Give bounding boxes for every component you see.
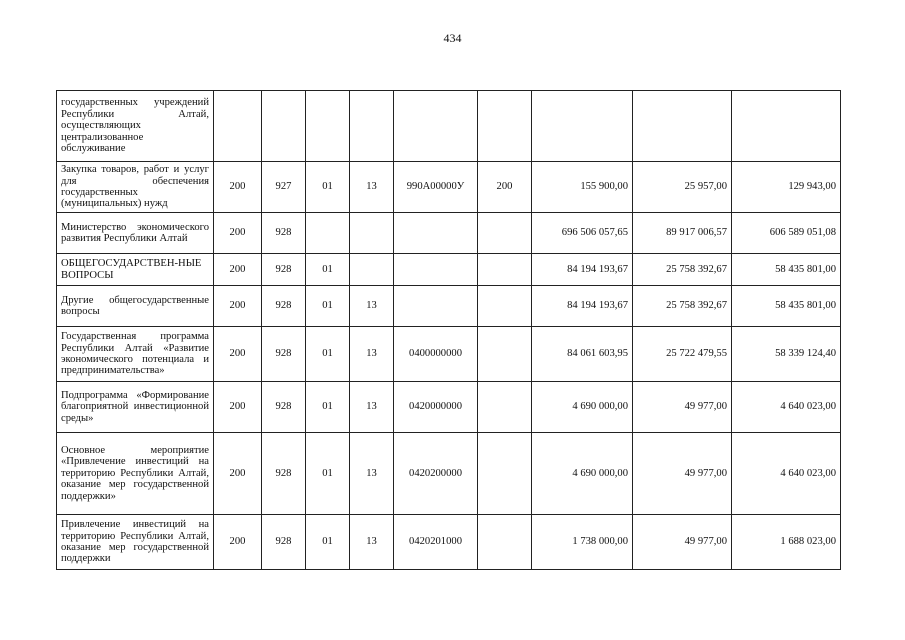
code-subsection: 13 (350, 286, 394, 327)
code-section (306, 91, 350, 162)
amount-2: 49 977,00 (633, 382, 732, 433)
code-ministry: 928 (262, 327, 306, 382)
code-1 (214, 91, 262, 162)
code-expense-type (478, 213, 532, 254)
amount-1: 84 061 603,95 (532, 327, 633, 382)
code-1: 200 (214, 162, 262, 213)
code-1: 200 (214, 254, 262, 286)
amount-1: 1 738 000,00 (532, 515, 633, 570)
code-target (394, 213, 478, 254)
amount-3: 1 688 023,00 (732, 515, 841, 570)
amount-2: 49 977,00 (633, 515, 732, 570)
code-ministry: 928 (262, 213, 306, 254)
code-ministry (262, 91, 306, 162)
code-target: 0400000000 (394, 327, 478, 382)
code-subsection (350, 91, 394, 162)
amount-2: 25 758 392,67 (633, 254, 732, 286)
code-expense-type (478, 286, 532, 327)
amount-1: 4 690 000,00 (532, 382, 633, 433)
code-section: 01 (306, 433, 350, 515)
code-ministry: 928 (262, 515, 306, 570)
row-name: Основное мероприятие «Привлечение инвестиций на территорию Республики Алтай, оказание мер государственной поддержки» (57, 433, 214, 515)
code-section: 01 (306, 327, 350, 382)
code-expense-type (478, 91, 532, 162)
code-section: 01 (306, 515, 350, 570)
budget-table-body (57, 91, 841, 570)
code-subsection: 13 (350, 327, 394, 382)
code-subsection: 13 (350, 162, 394, 213)
amount-3 (732, 91, 841, 162)
code-ministry: 927 (262, 162, 306, 213)
amount-1: 84 194 193,67 (532, 254, 633, 286)
amount-2 (633, 91, 732, 162)
amount-3: 58 435 801,00 (732, 254, 841, 286)
row-name: Другие общегосударственные вопросы (57, 286, 214, 327)
amount-1: 155 900,00 (532, 162, 633, 213)
code-section: 01 (306, 382, 350, 433)
code-1: 200 (214, 286, 262, 327)
code-ministry: 928 (262, 433, 306, 515)
table-row (57, 382, 841, 433)
code-target (394, 91, 478, 162)
code-subsection: 13 (350, 433, 394, 515)
code-section (306, 213, 350, 254)
row-name: Закупка товаров, работ и услуг для обеспечения государственных (муниципальных) нужд (57, 162, 214, 213)
table-row (57, 433, 841, 515)
code-section: 01 (306, 286, 350, 327)
table-row (57, 254, 841, 286)
code-subsection: 13 (350, 382, 394, 433)
code-expense-type: 200 (478, 162, 532, 213)
code-target (394, 286, 478, 327)
code-target: 0420201000 (394, 515, 478, 570)
amount-2: 25 957,00 (633, 162, 732, 213)
row-name: Государственная программа Республики Алтай «Развитие экономического потенциала и предпринимательства» (57, 327, 214, 382)
code-section: 01 (306, 254, 350, 286)
row-name: Подпрограмма «Формирование благоприятной инвестиционной среды» (57, 382, 214, 433)
table-row (57, 162, 841, 213)
code-ministry: 928 (262, 254, 306, 286)
row-name: Привлечение инвестиций на территорию Республики Алтай, оказание мер государственной поддержки (57, 515, 214, 570)
table-row (57, 213, 841, 254)
amount-1: 84 194 193,67 (532, 286, 633, 327)
code-subsection (350, 254, 394, 286)
amount-3: 129 943,00 (732, 162, 841, 213)
code-target: 0420000000 (394, 382, 478, 433)
amount-2: 25 758 392,67 (633, 286, 732, 327)
code-1: 200 (214, 515, 262, 570)
amount-2: 49 977,00 (633, 433, 732, 515)
code-subsection (350, 213, 394, 254)
amount-1: 4 690 000,00 (532, 433, 633, 515)
amount-3: 4 640 023,00 (732, 433, 841, 515)
row-name: ОБЩЕГОСУДАРСТВЕН-НЫЕ ВОПРОСЫ (57, 254, 214, 286)
amount-3: 58 435 801,00 (732, 286, 841, 327)
code-1: 200 (214, 382, 262, 433)
amount-3: 4 640 023,00 (732, 382, 841, 433)
table-row (57, 327, 841, 382)
amount-3: 606 589 051,08 (732, 213, 841, 254)
code-expense-type (478, 254, 532, 286)
code-subsection: 13 (350, 515, 394, 570)
code-target: 990А00000У (394, 162, 478, 213)
page-number: 434 (443, 31, 462, 45)
code-1: 200 (214, 213, 262, 254)
code-target: 0420200000 (394, 433, 478, 515)
code-ministry: 928 (262, 286, 306, 327)
amount-1: 696 506 057,65 (532, 213, 633, 254)
code-1: 200 (214, 327, 262, 382)
table-row (57, 515, 841, 570)
table-row (57, 91, 841, 162)
row-name: государственных учреждений Республики Алтай, осуществляющих централизованное обслуживание (57, 91, 214, 162)
code-target (394, 254, 478, 286)
code-section: 01 (306, 162, 350, 213)
amount-2: 89 917 006,57 (633, 213, 732, 254)
amount-2: 25 722 479,55 (633, 327, 732, 382)
code-ministry: 928 (262, 382, 306, 433)
code-expense-type (478, 433, 532, 515)
code-expense-type (478, 382, 532, 433)
code-expense-type (478, 327, 532, 382)
amount-1 (532, 91, 633, 162)
code-1: 200 (214, 433, 262, 515)
amount-3: 58 339 124,40 (732, 327, 841, 382)
row-name: Министерство экономического развития Республики Алтай (57, 213, 214, 254)
table-row (57, 286, 841, 327)
budget-table (56, 90, 841, 570)
code-expense-type (478, 515, 532, 570)
